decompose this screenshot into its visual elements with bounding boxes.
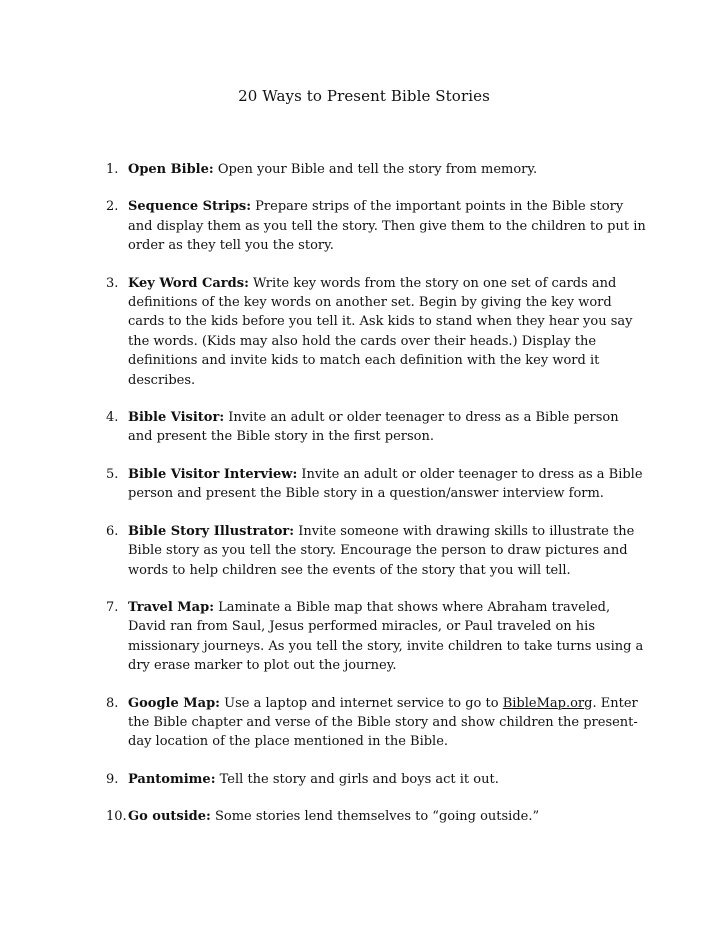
item-number: 9. [106,771,119,787]
list-item [106,598,646,676]
list-item [106,408,646,447]
item-heading: Key Word Cards: [128,275,249,291]
item-heading: Bible Story Illustrator: [128,523,295,539]
item-number: 1. [106,162,119,177]
item-number: 8. [106,695,119,711]
item-heading: Google Map: [128,695,220,711]
item-text: Open your Bible and tell the story from memory. [217,162,538,177]
item-text: Tell the story and girls and boys act it out. [219,771,499,787]
list-item [106,197,646,255]
item-text: . Enter the Bible chapter and verse of the Bible story and show children the present-day location of the place mentioned in the Bible. [128,695,638,750]
item-text: Laminate a Bible map that shows where Abraham traveled, David ran from Saul, Jesus performed miracles, or Paul traveled on his missionary journeys. As you tell the story, invite children to take turns using a dry erase marker to plot out the journey. [128,599,644,674]
item-text: Write key words from the story on one set of cards and definitions of the key words on another set. Begin by giving the key word cards to the kids before you tell it. Ask kids to stand when they hear you say the words. (Kids may also hold the cards over their heads.) Display the definitions and invite kids to match each definition with the key word it describes. [128,275,633,388]
list-item [106,274,646,390]
item-text: Use a laptop and internet service to go to [224,695,499,711]
list-item [106,770,646,789]
item-heading: Bible Visitor Interview: [128,466,298,482]
item-text: Invite an adult or older teenager to dress as a Bible person and present the Bible story in the first person. [128,410,619,445]
item-number: 10. [106,809,127,825]
item-number: 7. [106,599,119,615]
item-text: Prepare strips of the important points in the Bible story and display them as you tell the story. Then give them to the children to put in order as they tell you the story. [128,199,646,254]
item-number: 3. [106,275,119,291]
item-number: 2. [106,199,119,215]
list-item [106,694,646,752]
ways-list [106,160,646,827]
list-item [106,160,646,179]
item-heading: Open Bible: [128,162,214,177]
item-heading: Travel Map: [128,599,214,615]
item-number: 4. [106,410,119,426]
page-title: 20 Ways to Present Bible Stories [238,87,490,105]
list-item [106,522,646,580]
list-item [106,807,646,826]
item-heading: Pantomime: [128,771,216,787]
item-number: 5. [106,466,119,482]
item-text: Invite an adult or older teenager to dress as a Bible person and present the Bible story in a question/answer interview form. [128,466,643,502]
list-item [106,465,646,504]
item-text: Some stories lend themselves to “going outside.” [214,809,540,825]
item-heading: Bible Visitor: [128,410,225,426]
item-text: Invite someone with drawing skills to illustrate the Bible story as you tell the story. Encourage the person to draw pictures and words to help children see the events of the story that you will tell. [128,523,635,578]
item-heading: Sequence Strips: [128,199,252,215]
item-heading: Go outside: [128,809,211,825]
item-number: 6. [106,523,119,539]
biblemap-link[interactable]: BibleMap.org [502,695,593,711]
